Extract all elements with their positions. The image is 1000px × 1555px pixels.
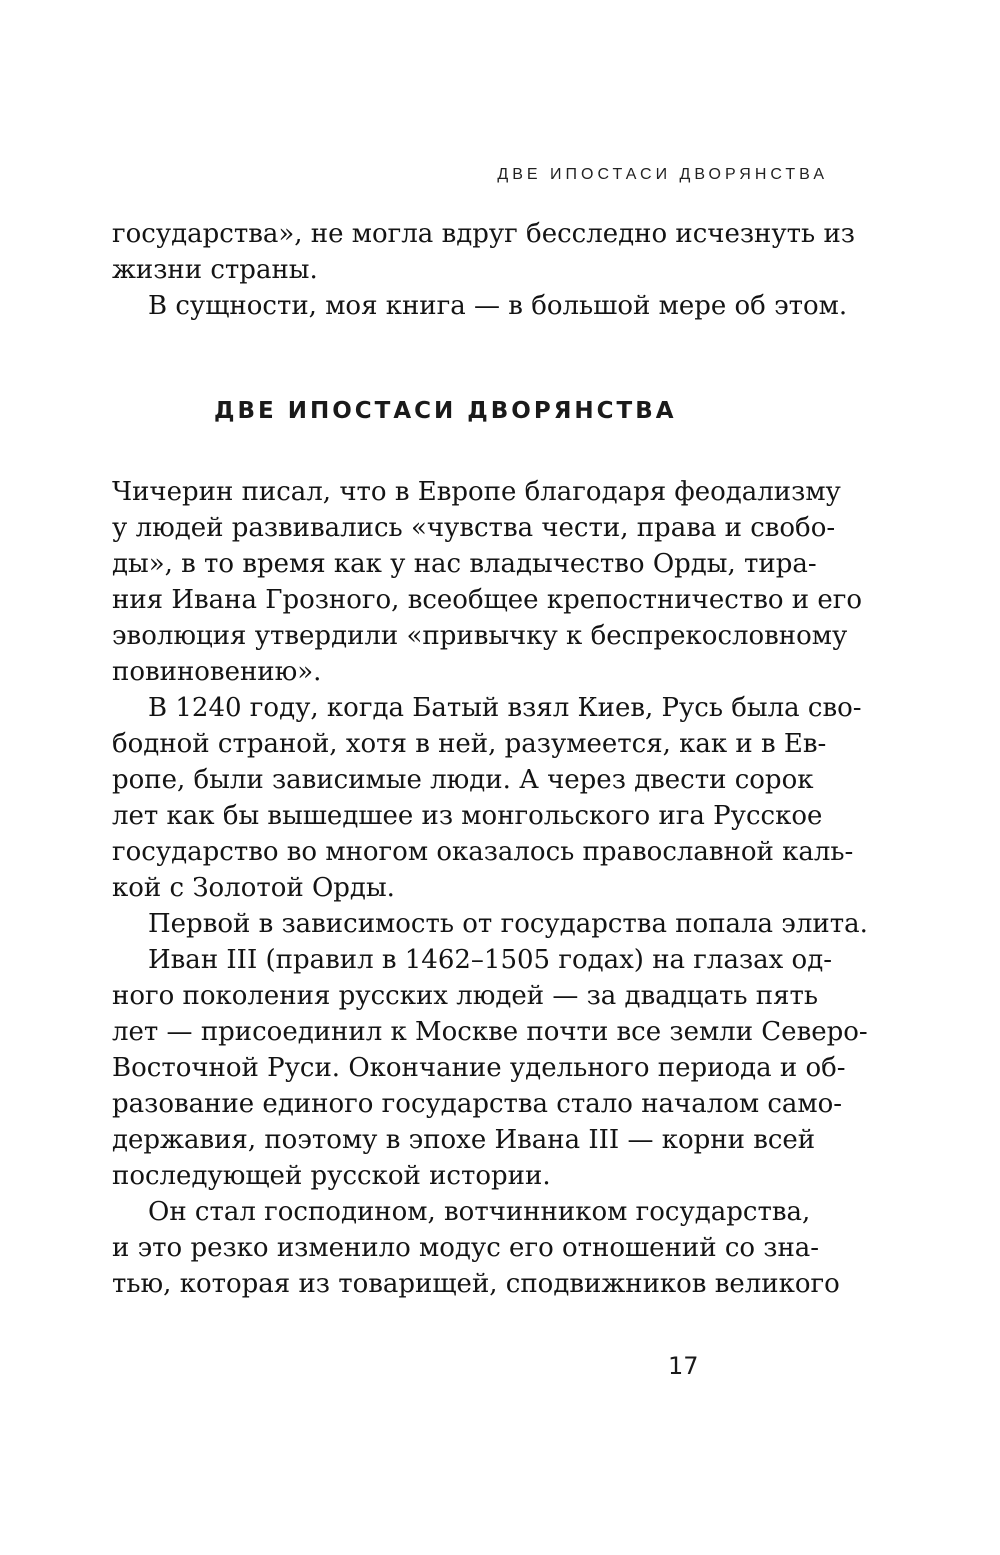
- text-line: и это резко изменило модус его отношений со зна-: [112, 1233, 820, 1263]
- text-line: Чичерин писал, что в Европе благодаря феодализму: [112, 477, 841, 507]
- text-line: у людей развивались «чувства чести, права и свобо-: [112, 513, 836, 543]
- text-line: разование единого государства стало началом само-: [112, 1089, 843, 1119]
- section-heading: ДВЕ ИПОСТАСИ ДВОРЯНСТВА: [214, 398, 677, 424]
- text-line: ного поколения русских людей — за двадцать пять: [112, 981, 819, 1011]
- running-header: ДВЕ ИПОСТАСИ ДВОРЯНСТВА: [497, 166, 828, 183]
- text-line: последующей русской истории.: [112, 1161, 551, 1191]
- body-text: [112, 474, 868, 1302]
- text-line: Он стал господином, вотчинником государства,: [148, 1197, 811, 1227]
- text-line: В 1240 году, когда Батый взял Киев, Русь была сво-: [148, 693, 862, 723]
- text-line: Иван III (правил в 1462–1505 годах) на глазах од-: [148, 945, 832, 975]
- text-line: ды», в то время как у нас владычество Орды, тира-: [112, 549, 817, 579]
- text-line: державия, поэтому в эпохе Ивана III — корни всей: [112, 1125, 816, 1155]
- text-line: бодной страной, хотя в ней, разумеется, как и в Ев-: [112, 729, 827, 759]
- intro-text: [112, 216, 855, 324]
- text-line: ния Ивана Грозного, всеобщее крепостничество и его: [112, 585, 863, 615]
- text-line: повиновению».: [112, 657, 322, 687]
- text-line: лет — присоединил к Москве почти все земли Северо-: [112, 1017, 868, 1047]
- text-line: ропе, были зависимые люди. А через двести сорок: [112, 765, 814, 795]
- text-line: тью, которая из товарищей, сподвижников великого: [112, 1269, 840, 1299]
- text-line: государство во многом оказалось православной каль-: [112, 837, 854, 867]
- page-number: 17: [668, 1352, 699, 1380]
- text-line: Восточной Руси. Окончание удельного периода и об-: [112, 1053, 846, 1083]
- text-line: Первой в зависимость от государства попала элита.: [148, 909, 868, 939]
- text-line: лет как бы вышедшее из монгольского ига Русское: [112, 801, 823, 831]
- text-line: государства», не могла вдруг бесследно исчезнуть из: [112, 219, 855, 249]
- text-line: кой с Золотой Орды.: [112, 873, 395, 903]
- text-line: В сущности, моя книга — в большой мере об этом.: [148, 291, 848, 321]
- text-line: жизни страны.: [112, 255, 318, 285]
- text-line: эволюция утвердили «привычку к беспрекословному: [112, 621, 848, 651]
